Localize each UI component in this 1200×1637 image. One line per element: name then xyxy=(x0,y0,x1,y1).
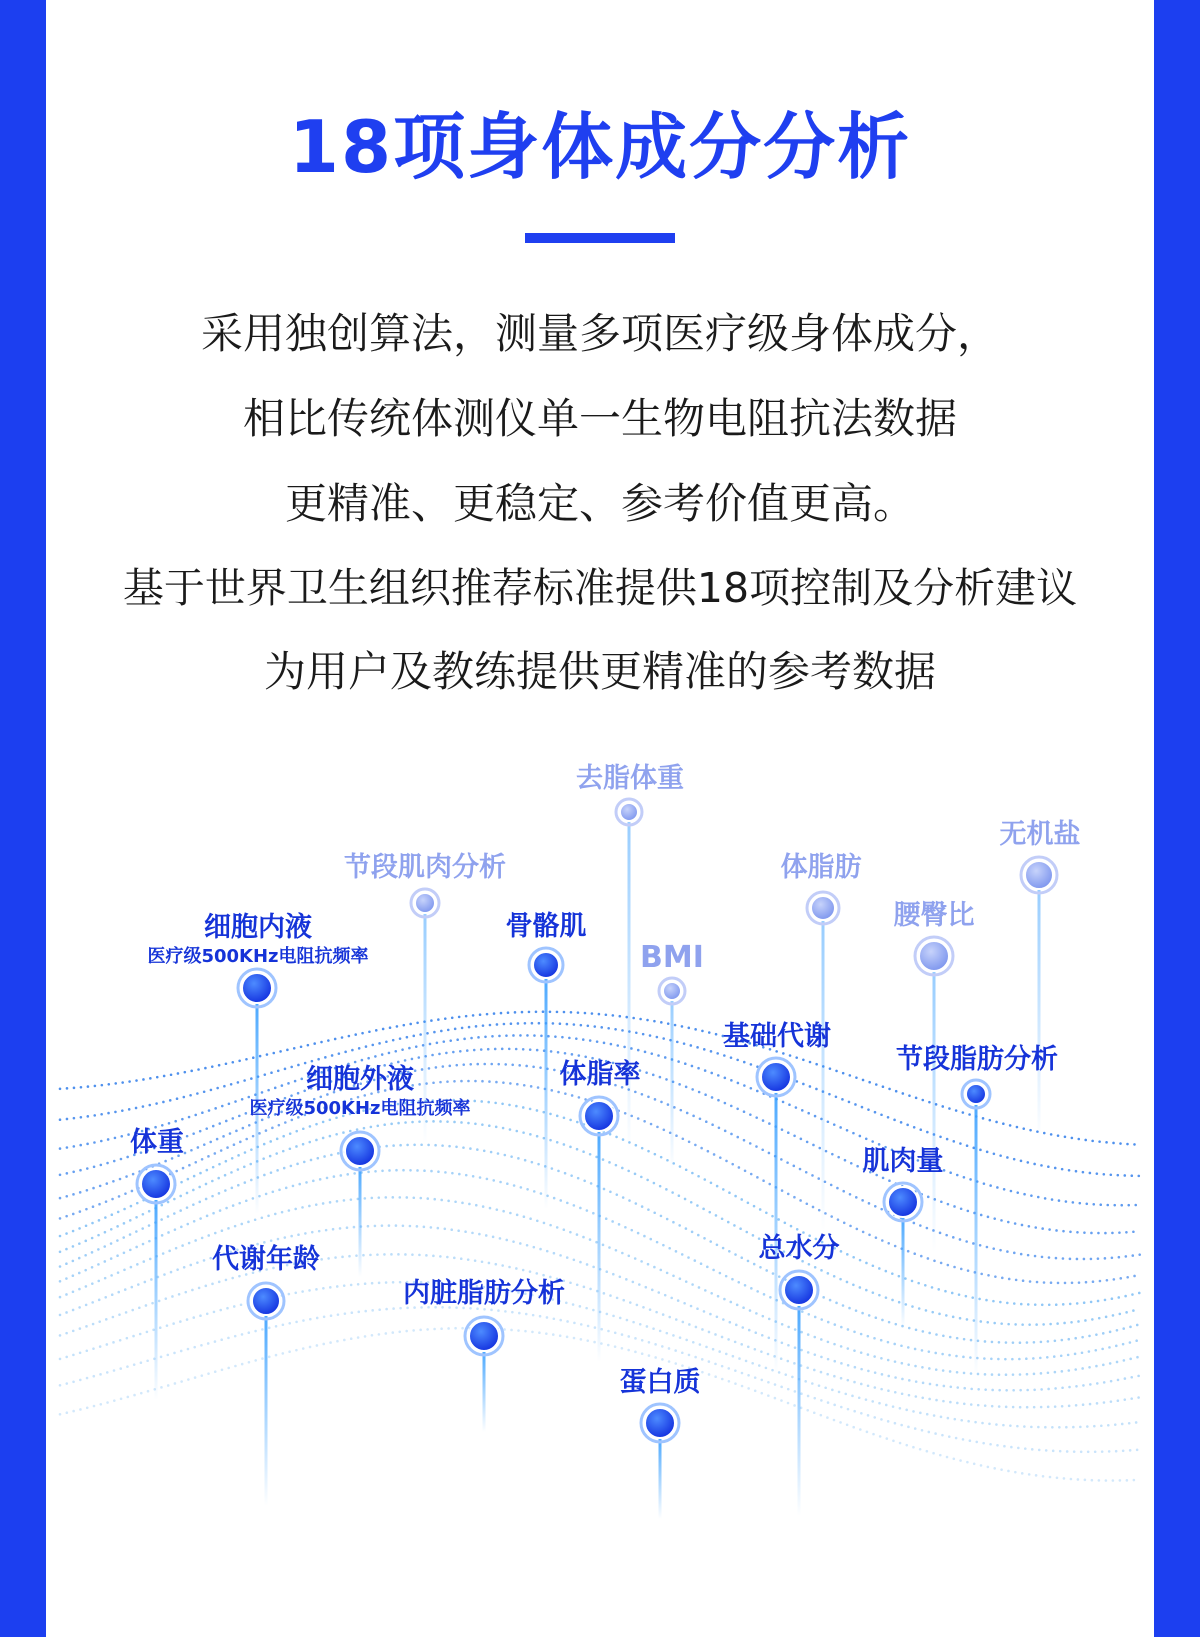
metric-16-label: 内脏脂肪分析 xyxy=(403,1278,565,1309)
metric-0-stem xyxy=(628,822,631,1152)
metric-0-node xyxy=(616,799,642,825)
metric-17-label: 蛋白质 xyxy=(619,1367,701,1398)
metric-2-label: 节段肌肉分析 xyxy=(344,852,506,883)
metric-1-node xyxy=(1021,857,1057,893)
metric-5-label: 细胞内液 xyxy=(204,912,312,943)
metric-11-stem xyxy=(598,1132,601,1362)
metric-12-node xyxy=(137,1165,175,1203)
description-line-5: 为用户及教练提供更精准的参考数据 xyxy=(263,647,936,696)
metric-1-stem xyxy=(1038,890,1041,1140)
metric-0-label: 去脂体重 xyxy=(576,763,684,794)
metric-8-node xyxy=(757,1058,795,1096)
metric-10-label: 细胞外液 xyxy=(306,1064,414,1095)
metric-8-label: 基础代谢 xyxy=(723,1021,831,1052)
metric-9-stem xyxy=(975,1105,978,1375)
metric-11-label: 体脂率 xyxy=(559,1059,641,1090)
metric-15-stem xyxy=(798,1306,801,1516)
metric-15-node xyxy=(780,1271,818,1309)
metric-4-label: 腰臀比 xyxy=(893,900,975,931)
metric-1-label: 无机盐 xyxy=(999,819,1081,850)
metric-3-label: 体脂肪 xyxy=(780,852,862,883)
metric-13-node xyxy=(884,1183,922,1221)
metric-5-node xyxy=(238,969,276,1007)
metric-6-node xyxy=(529,948,563,982)
metric-5-sublabel: 医疗级500KHz电阻抗频率 xyxy=(147,946,369,967)
metric-16-stem xyxy=(483,1352,486,1432)
metric-14-label: 代谢年龄 xyxy=(212,1244,320,1275)
metric-10-stem xyxy=(359,1167,362,1277)
description-line-2: 相比传统体测仪单一生物电阻抗法数据 xyxy=(242,394,957,443)
metric-2-node xyxy=(411,889,439,917)
metric-7-node xyxy=(659,978,685,1004)
description-line-4: 基于世界卫生组织推荐标准提供18项控制及分析建议 xyxy=(122,564,1078,612)
metric-9-label: 节段脂肪分析 xyxy=(896,1044,1058,1075)
metric-9-node xyxy=(962,1080,990,1108)
metric-3-stem xyxy=(822,921,825,1231)
description-line-3: 更精准、更稳定、参考价值更高。 xyxy=(284,479,915,528)
metric-16-node xyxy=(465,1317,503,1355)
metric-12-label: 体重 xyxy=(130,1127,184,1158)
description-line-1: 采用独创算法，测量多项医疗级身体成分， xyxy=(200,309,999,358)
metric-nodes xyxy=(137,799,1057,1442)
metric-15-label: 总水分 xyxy=(758,1233,840,1264)
metric-17-node xyxy=(641,1404,679,1442)
metric-12-stem xyxy=(155,1200,158,1400)
metric-13-stem xyxy=(902,1218,905,1328)
metric-7-stem xyxy=(671,1001,674,1171)
metric-13-label: 肌肉量 xyxy=(862,1146,944,1177)
metric-6-label: 骨骼肌 xyxy=(505,911,587,942)
metric-14-node xyxy=(248,1283,284,1319)
metric-10-node xyxy=(341,1132,379,1170)
metric-7-label: BMI xyxy=(640,940,704,975)
metric-17-stem xyxy=(659,1439,662,1519)
metric-4-stem xyxy=(933,972,936,1252)
metric-11-node xyxy=(580,1097,618,1135)
page-title: 18项身体成分分析 xyxy=(288,105,912,189)
metric-10-sublabel: 医疗级500KHz电阻抗频率 xyxy=(249,1098,471,1119)
metric-14-stem xyxy=(265,1316,268,1506)
metric-4-node xyxy=(915,937,953,975)
metric-6-stem xyxy=(545,979,548,1209)
metric-3-node xyxy=(807,892,839,924)
